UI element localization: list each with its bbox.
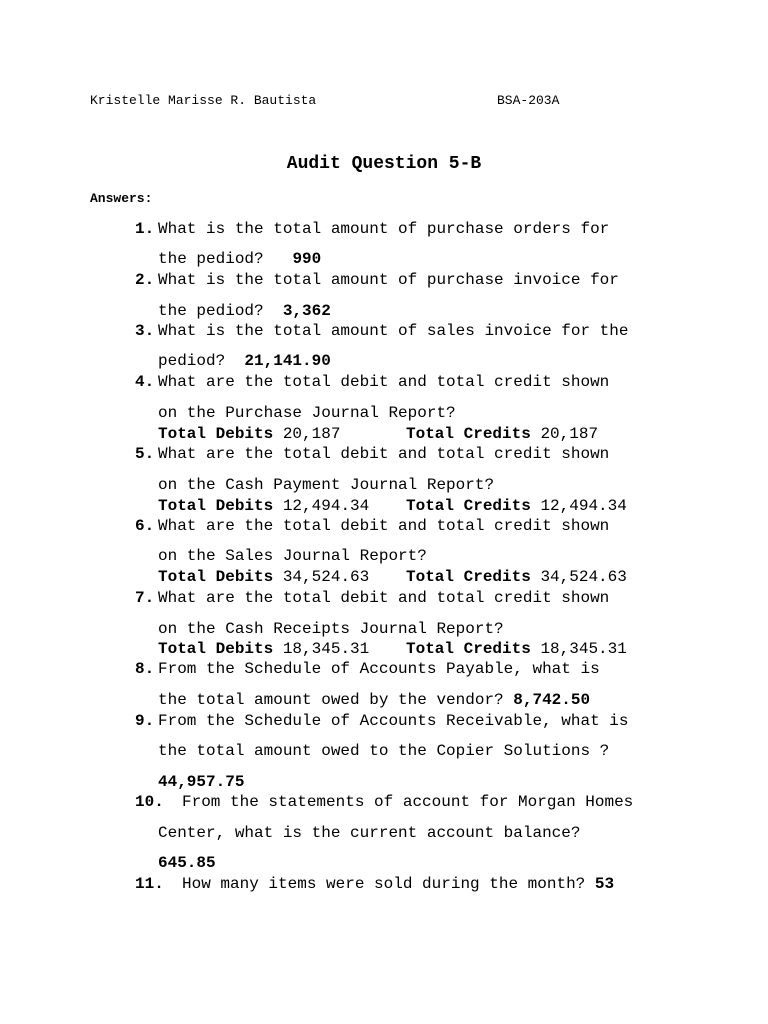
question-number: 9.	[135, 712, 155, 730]
answer-value: 8,742.50	[513, 691, 591, 709]
answer-value: 53	[594, 875, 615, 893]
credits-value: 34,524.63	[540, 568, 627, 586]
question-text: From the statements of account for Morgan Homes	[182, 793, 634, 811]
question-text-cont: Center, what is the current account balance?	[158, 824, 581, 842]
answer-line-credits	[406, 640, 627, 658]
answer-value: 44,957.75	[158, 773, 245, 791]
question-text: What are the total debit and total credit shown	[158, 517, 610, 535]
question-text-cont: the total amount owed to the Copier Solutions ?	[158, 742, 610, 760]
answer-line	[158, 497, 369, 515]
question-number: 3.	[135, 322, 155, 340]
question-number: 8.	[135, 660, 155, 678]
answer-value: 3,362	[282, 302, 331, 320]
debits-value: 20,187	[282, 425, 341, 443]
question-text-cont: the pediod? 990	[158, 250, 322, 268]
question-number: 6.	[135, 517, 155, 535]
credits-label: Total Credits	[406, 640, 531, 658]
answer-value: 990	[292, 250, 322, 268]
debits-label: Total Debits	[158, 497, 274, 515]
debits-label: Total Debits	[158, 568, 274, 586]
credits-label: Total Credits	[406, 568, 531, 586]
credits-value: 18,345.31	[540, 640, 627, 658]
debits-value: 34,524.63	[282, 568, 370, 586]
answer-value: 21,141.90	[244, 352, 331, 370]
credits-label: Total Credits	[406, 497, 531, 515]
question-number: 5.	[135, 445, 155, 463]
credits-label: Total Credits	[406, 425, 531, 443]
question-text: What are the total debit and total credit shown	[158, 373, 610, 391]
question-text-cont: the total amount owed by the vendor? 8,742.50	[158, 691, 591, 709]
question-text: What is the total amount of sales invoice for the	[158, 322, 629, 340]
question-text: How many items were sold during the month? 53	[182, 875, 615, 893]
question-text: What are the total debit and total credit shown	[158, 589, 610, 607]
answer-line-credits	[406, 568, 627, 586]
question-text-cont: on the Purchase Journal Report?	[158, 404, 456, 422]
question-number: 7.	[135, 589, 155, 607]
debits-label: Total Debits	[158, 640, 274, 658]
question-text: From the Schedule of Accounts Receivable, what is	[158, 712, 629, 730]
question-text: What is the total amount of purchase orders for	[158, 220, 610, 238]
answer-line	[158, 425, 340, 443]
question-text: From the Schedule of Accounts Payable, what is	[158, 660, 600, 678]
document-title: Audit Question 5-B	[286, 154, 482, 174]
question-text-cont: on the Cash Receipts Journal Report?	[158, 620, 504, 638]
answer-line-credits	[406, 425, 598, 443]
answer-value: 645.85	[158, 854, 216, 872]
question-text-cont: pediod? 21,141.90	[158, 352, 331, 370]
question-number: 2.	[135, 271, 155, 289]
answer-line	[158, 568, 369, 586]
question-text-cont: on the Cash Payment Journal Report?	[158, 476, 495, 494]
debits-value: 12,494.34	[282, 497, 370, 515]
question-number: 10.	[135, 793, 164, 811]
debits-label: Total Debits	[158, 425, 274, 443]
answer-line	[158, 640, 369, 658]
answer-line-credits	[406, 497, 627, 515]
author-name: Kristelle Marisse R. Bautista	[90, 93, 317, 108]
question-number: 1.	[135, 220, 155, 238]
debits-value: 18,345.31	[282, 640, 370, 658]
question-number: 11.	[135, 875, 164, 893]
question-number: 4.	[135, 373, 155, 391]
credits-value: 12,494.34	[540, 497, 627, 515]
question-text-cont: on the Sales Journal Report?	[158, 547, 427, 565]
question-text: What is the total amount of purchase invoice for	[158, 271, 619, 289]
answers-label: Answers:	[90, 191, 153, 206]
question-text: What are the total debit and total credit shown	[158, 445, 610, 463]
section-code: BSA-203A	[497, 93, 560, 108]
question-text-cont: the pediod? 3,362	[158, 302, 331, 320]
credits-value: 20,187	[540, 425, 599, 443]
